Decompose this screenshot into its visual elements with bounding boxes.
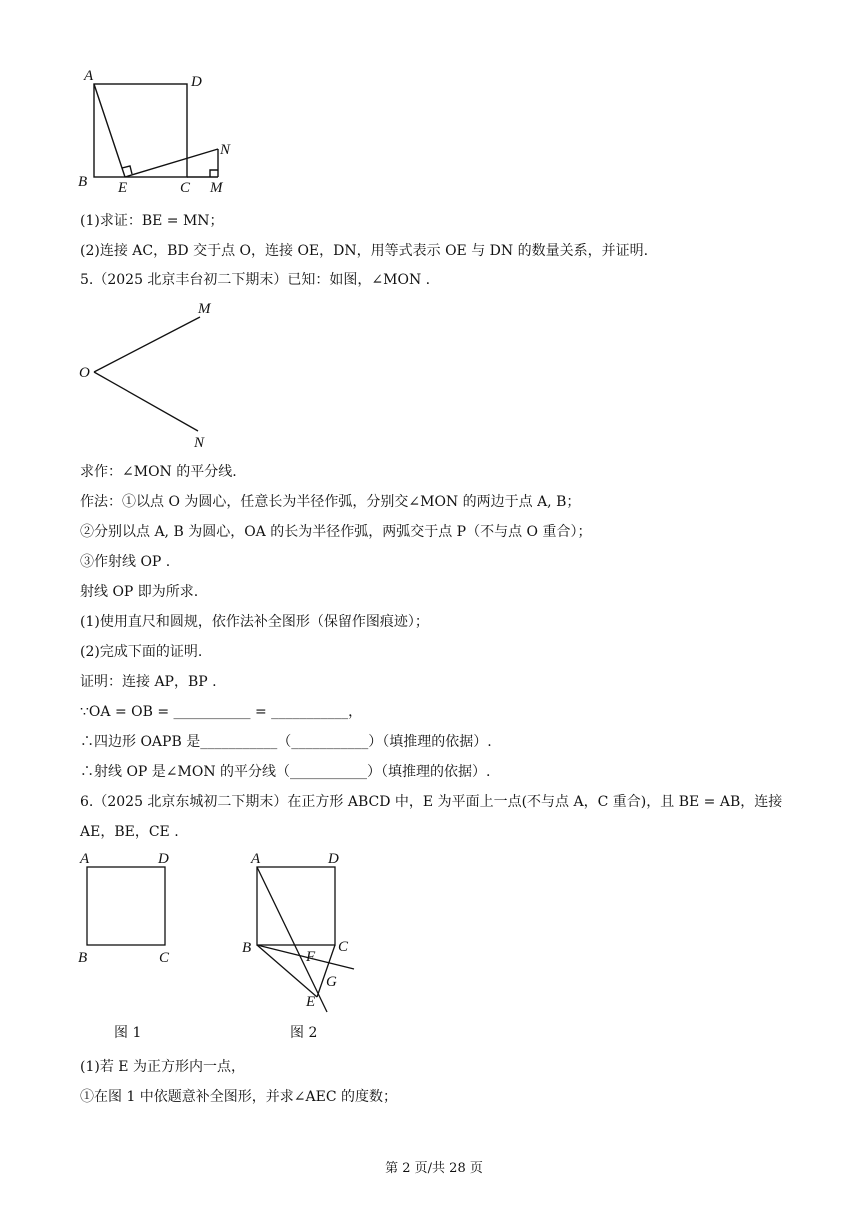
q4-part1: (1)求证：BE = MN； [80,213,224,229]
label-a: A [84,68,94,84]
figure-square-en [70,62,250,197]
caption-fig2: 图 2 [290,1025,318,1041]
label-c: C [159,950,170,966]
page-footer: 第 2 页/共 28 页 [385,1161,483,1176]
q5-title: 5.（2025 北京丰台初二下期末）已知：如图，∠MON . [80,272,431,288]
q5-therefore1: ∴四边形 OAPB 是___________（___________）（填推理的依据）. [80,734,492,750]
q5-sub2: (2)完成下面的证明. [80,644,203,660]
label-e: E [306,994,316,1010]
q5-therefore2: ∴射线 OP 是∠MON 的平分线（___________）（填推理的依据）. [80,764,491,780]
label-m: M [210,180,223,196]
q5-step2: ②分别以点 A, B 为圆心，OA 的长为半径作弧，两弧交于点 P（不与点 O 重合）； [80,524,592,540]
q5-proof: 证明：连接 AP，BP . [80,674,217,690]
q6-sub1a: ①在图 1 中依题意补全图形，并求∠AEC 的度数； [80,1089,398,1105]
caption-fig1: 图 1 [114,1025,142,1041]
q5-requirement: 求作：∠MON 的平分线. [80,464,237,480]
figure-1-square [70,846,200,1046]
label-n: N [194,435,205,450]
q6-title-cont: AE，BE，CE . [80,824,179,840]
q5-step3: ③作射线 OP . [80,554,171,570]
label-m: M [198,301,211,317]
q6-sub1: (1)若 E 为正方形内一点， [80,1059,245,1075]
figure-2-square [238,846,368,1046]
label-a: A [80,851,90,867]
label-a: A [251,851,261,867]
figure-angle-mon [70,295,230,450]
q4-part2: (2)连接 AC，BD 交于点 O，连接 OE，DN，用等式表示 OE 与 DN 的数量关系，并证明. [80,243,649,259]
label-f: F [306,949,316,965]
q5-result: 射线 OP 即为所求. [80,584,199,600]
label-e: E [118,180,128,196]
label-b: B [242,940,252,956]
q5-because: ∵OA = OB = ___________ = ___________， [80,704,363,720]
label-b: B [78,950,88,966]
label-c: C [180,180,191,196]
label-d: D [158,851,169,867]
q5-step1: 作法：①以点 O 为圆心，任意长为半径作弧，分别交∠MON 的两边于点 A, B； [80,494,581,510]
label-d: D [191,74,202,90]
q5-sub1: (1)使用直尺和圆规，依作法补全图形（保留作图痕迹）； [80,614,429,630]
label-c: C [338,939,349,955]
q6-title: 6.（2025 北京东城初二下期末）在正方形 ABCD 中，E 为平面上一点(不与点 A，C 重合)，且 BE = AB，连接 [80,794,783,810]
label-o: O [79,365,90,381]
label-n: N [220,142,231,158]
label-b: B [78,174,88,190]
label-g: G [326,974,337,990]
label-d: D [328,851,339,867]
